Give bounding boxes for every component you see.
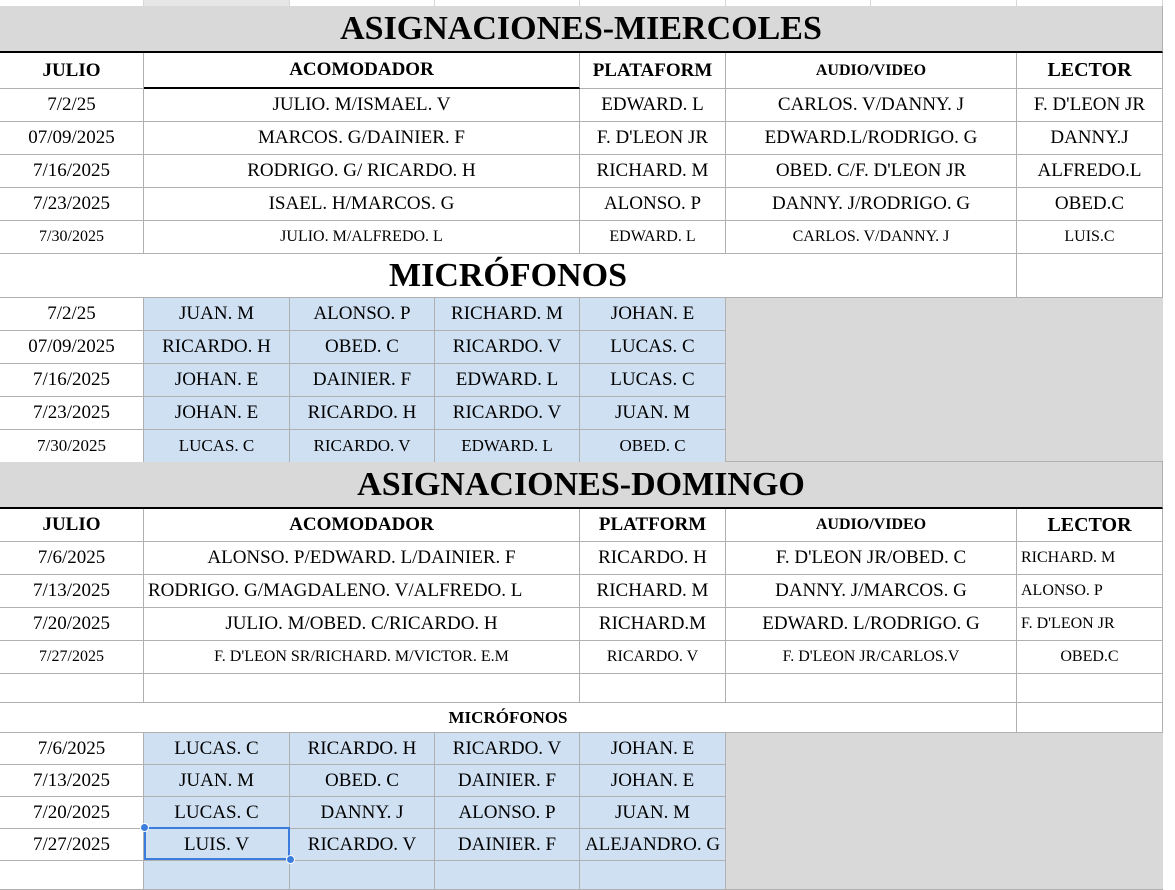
mic-cell[interactable]: RICARDO. V [290, 829, 435, 861]
table-cell[interactable]: ALFREDO.L [1017, 155, 1163, 188]
table-cell[interactable]: F. D'LEON JR [1017, 608, 1163, 641]
table-cell[interactable]: EDWARD. L [580, 221, 726, 254]
mic-cell[interactable]: EDWARD. L [435, 430, 580, 463]
selection-handle-end[interactable] [286, 855, 295, 864]
empty-cell[interactable] [0, 674, 144, 703]
mic-cell[interactable]: LUCAS. C [144, 733, 290, 765]
table-cell[interactable]: F. D'LEON JR/OBED. C [726, 542, 1017, 575]
table-cell[interactable]: F. D'LEON JR [580, 122, 726, 155]
mic-cell[interactable]: RICARDO. V [290, 430, 435, 463]
mic-cell[interactable]: ALONSO. P [290, 298, 435, 331]
mic-date-cell[interactable]: 7/30/2025 [0, 430, 144, 463]
mic-section-title[interactable]: MICRÓFONOS [0, 254, 1017, 298]
mic-cell[interactable]: JOHAN. E [144, 397, 290, 430]
mic-cell[interactable]: JOHAN. E [580, 733, 726, 765]
mic-date-cell[interactable]: 7/13/2025 [0, 765, 144, 797]
empty-cell[interactable] [290, 861, 435, 890]
mic-cell[interactable]: JOHAN. E [144, 364, 290, 397]
column-header[interactable]: PLATFORM [580, 509, 726, 542]
mic-cell[interactable]: LUCAS. C [580, 331, 726, 364]
empty-cell[interactable] [1017, 254, 1163, 298]
table-cell[interactable]: RICHARD.M [580, 608, 726, 641]
table-cell[interactable]: EDWARD. L/RODRIGO. G [726, 608, 1017, 641]
section-title[interactable]: ASIGNACIONES-DOMINGO [0, 462, 1163, 509]
mic-cell[interactable]: JOHAN. E [580, 298, 726, 331]
table-cell[interactable]: 7/13/2025 [0, 575, 144, 608]
empty-gray-area [726, 733, 1163, 890]
selection-handle-start[interactable] [140, 823, 149, 832]
mic-cell[interactable]: OBED. C [290, 765, 435, 797]
table-cell[interactable]: DANNY.J [1017, 122, 1163, 155]
mic-cell[interactable]: JUAN. M [580, 397, 726, 430]
mic-cell[interactable]: RICARDO. V [435, 733, 580, 765]
mic-cell[interactable]: ALONSO. P [435, 797, 580, 829]
table-cell[interactable]: F. D'LEON SR/RICHARD. M/VICTOR. E.M [144, 641, 580, 674]
table-cell[interactable]: 7/23/2025 [0, 188, 144, 221]
table-cell[interactable]: OBED. C/F. D'LEON JR [726, 155, 1017, 188]
mic-cell[interactable]: LUIS. V [144, 829, 290, 861]
table-cell[interactable]: ALONSO. P [1017, 575, 1163, 608]
table-cell[interactable]: 7/30/2025 [0, 221, 144, 254]
table-cell[interactable]: 7/27/2025 [0, 641, 144, 674]
empty-cell[interactable] [435, 861, 580, 890]
mic-date-cell[interactable]: 7/27/2025 [0, 829, 144, 861]
mic-cell[interactable]: LUCAS. C [580, 364, 726, 397]
table-cell[interactable]: RODRIGO. G/ RICARDO. H [144, 155, 580, 188]
column-header[interactable]: LECTOR [1017, 53, 1163, 89]
mic-cell[interactable]: DAINIER. F [290, 364, 435, 397]
table-cell[interactable]: 7/20/2025 [0, 608, 144, 641]
mic-date-cell[interactable]: 7/20/2025 [0, 797, 144, 829]
table-cell[interactable]: DANNY. J/MARCOS. G [726, 575, 1017, 608]
empty-cell[interactable] [0, 861, 144, 890]
mic-cell[interactable]: RICHARD. M [435, 298, 580, 331]
column-header[interactable]: LECTOR [1017, 509, 1163, 542]
mic-date-cell[interactable]: 07/09/2025 [0, 331, 144, 364]
mic-cell[interactable]: LUCAS. C [144, 797, 290, 829]
table-cell[interactable]: DANNY. J/RODRIGO. G [726, 188, 1017, 221]
table-cell[interactable]: JULIO. M/ISMAEL. V [144, 89, 580, 122]
empty-cell[interactable] [580, 861, 726, 890]
mic-cell[interactable]: DAINIER. F [435, 765, 580, 797]
mic-cell[interactable]: RICARDO. H [144, 331, 290, 364]
mic-cell[interactable]: LUCAS. C [144, 430, 290, 463]
table-cell[interactable]: CARLOS. V/DANNY. J [726, 89, 1017, 122]
mic-cell[interactable]: RICARDO. V [435, 331, 580, 364]
column-header[interactable]: AUDIO/VIDEO [726, 53, 1017, 89]
table-cell[interactable]: RICHARD. M [1017, 542, 1163, 575]
column-header[interactable]: ACOMODADOR [144, 53, 580, 89]
empty-cell[interactable] [726, 674, 1017, 703]
mic-date-cell[interactable]: 7/6/2025 [0, 733, 144, 765]
mic-cell[interactable]: ALEJANDRO. G [580, 829, 726, 861]
mic-section-title[interactable]: MICRÓFONOS [0, 703, 1017, 733]
table-cell[interactable]: 07/09/2025 [0, 122, 144, 155]
mic-cell[interactable]: RICARDO. H [290, 397, 435, 430]
table-cell[interactable]: EDWARD.L/RODRIGO. G [726, 122, 1017, 155]
empty-gray-area [726, 298, 1163, 462]
table-cell[interactable]: ISAEL. H/MARCOS. G [144, 188, 580, 221]
mic-cell[interactable]: JUAN. M [580, 797, 726, 829]
table-cell[interactable]: F. D'LEON JR/CARLOS.V [726, 641, 1017, 674]
empty-cell[interactable] [1017, 674, 1163, 703]
mic-cell[interactable]: JUAN. M [144, 298, 290, 331]
table-cell[interactable]: ALONSO. P/EDWARD. L/DAINIER. F [144, 542, 580, 575]
table-cell[interactable]: CARLOS. V/DANNY. J [726, 221, 1017, 254]
table-cell[interactable]: RICARDO. V [580, 641, 726, 674]
table-cell[interactable]: 7/16/2025 [0, 155, 144, 188]
mic-cell[interactable]: DANNY. J [290, 797, 435, 829]
table-cell[interactable]: 7/2/25 [0, 89, 144, 122]
mic-date-cell[interactable]: 7/16/2025 [0, 364, 144, 397]
mic-cell[interactable]: JOHAN. E [580, 765, 726, 797]
column-header[interactable]: AUDIO/VIDEO [726, 509, 1017, 542]
table-cell[interactable]: JULIO. M/OBED. C/RICARDO. H [144, 608, 580, 641]
table-cell[interactable]: LUIS.C [1017, 221, 1163, 254]
table-cell[interactable]: MARCOS. G/DAINIER. F [144, 122, 580, 155]
table-cell[interactable]: OBED.C [1017, 188, 1163, 221]
table-cell[interactable]: RICARDO. H [580, 542, 726, 575]
mic-cell[interactable]: RICARDO. H [290, 733, 435, 765]
table-cell[interactable]: EDWARD. L [580, 89, 726, 122]
mic-cell[interactable]: DAINIER. F [435, 829, 580, 861]
empty-cell[interactable] [144, 674, 580, 703]
table-cell[interactable]: OBED.C [1017, 641, 1163, 674]
column-header[interactable]: JULIO [0, 509, 144, 542]
table-cell[interactable]: RICHARD. M [580, 155, 726, 188]
mic-cell[interactable]: OBED. C [580, 430, 726, 463]
mic-cell[interactable]: RICARDO. V [435, 397, 580, 430]
table-cell[interactable]: RICHARD. M [580, 575, 726, 608]
column-header[interactable]: PLATAFORM [580, 53, 726, 89]
section-title[interactable]: ASIGNACIONES-MIERCOLES [0, 6, 1163, 53]
mic-date-cell[interactable]: 7/23/2025 [0, 397, 144, 430]
empty-cell[interactable] [1017, 703, 1163, 733]
sheet-right-margin [1163, 0, 1175, 890]
table-cell[interactable]: 7/6/2025 [0, 542, 144, 575]
column-header[interactable]: ACOMODADOR [144, 509, 580, 542]
table-cell[interactable]: JULIO. M/ALFREDO. L [144, 221, 580, 254]
table-cell[interactable]: F. D'LEON JR [1017, 89, 1163, 122]
mic-cell[interactable]: OBED. C [290, 331, 435, 364]
mic-cell[interactable]: JUAN. M [144, 765, 290, 797]
empty-cell[interactable] [580, 674, 726, 703]
column-header[interactable]: JULIO [0, 53, 144, 89]
table-cell[interactable]: RODRIGO. G/MAGDALENO. V/ALFREDO. L [144, 575, 580, 608]
table-cell[interactable]: ALONSO. P [580, 188, 726, 221]
empty-cell[interactable] [144, 861, 290, 890]
mic-cell[interactable]: EDWARD. L [435, 364, 580, 397]
mic-date-cell[interactable]: 7/2/25 [0, 298, 144, 331]
